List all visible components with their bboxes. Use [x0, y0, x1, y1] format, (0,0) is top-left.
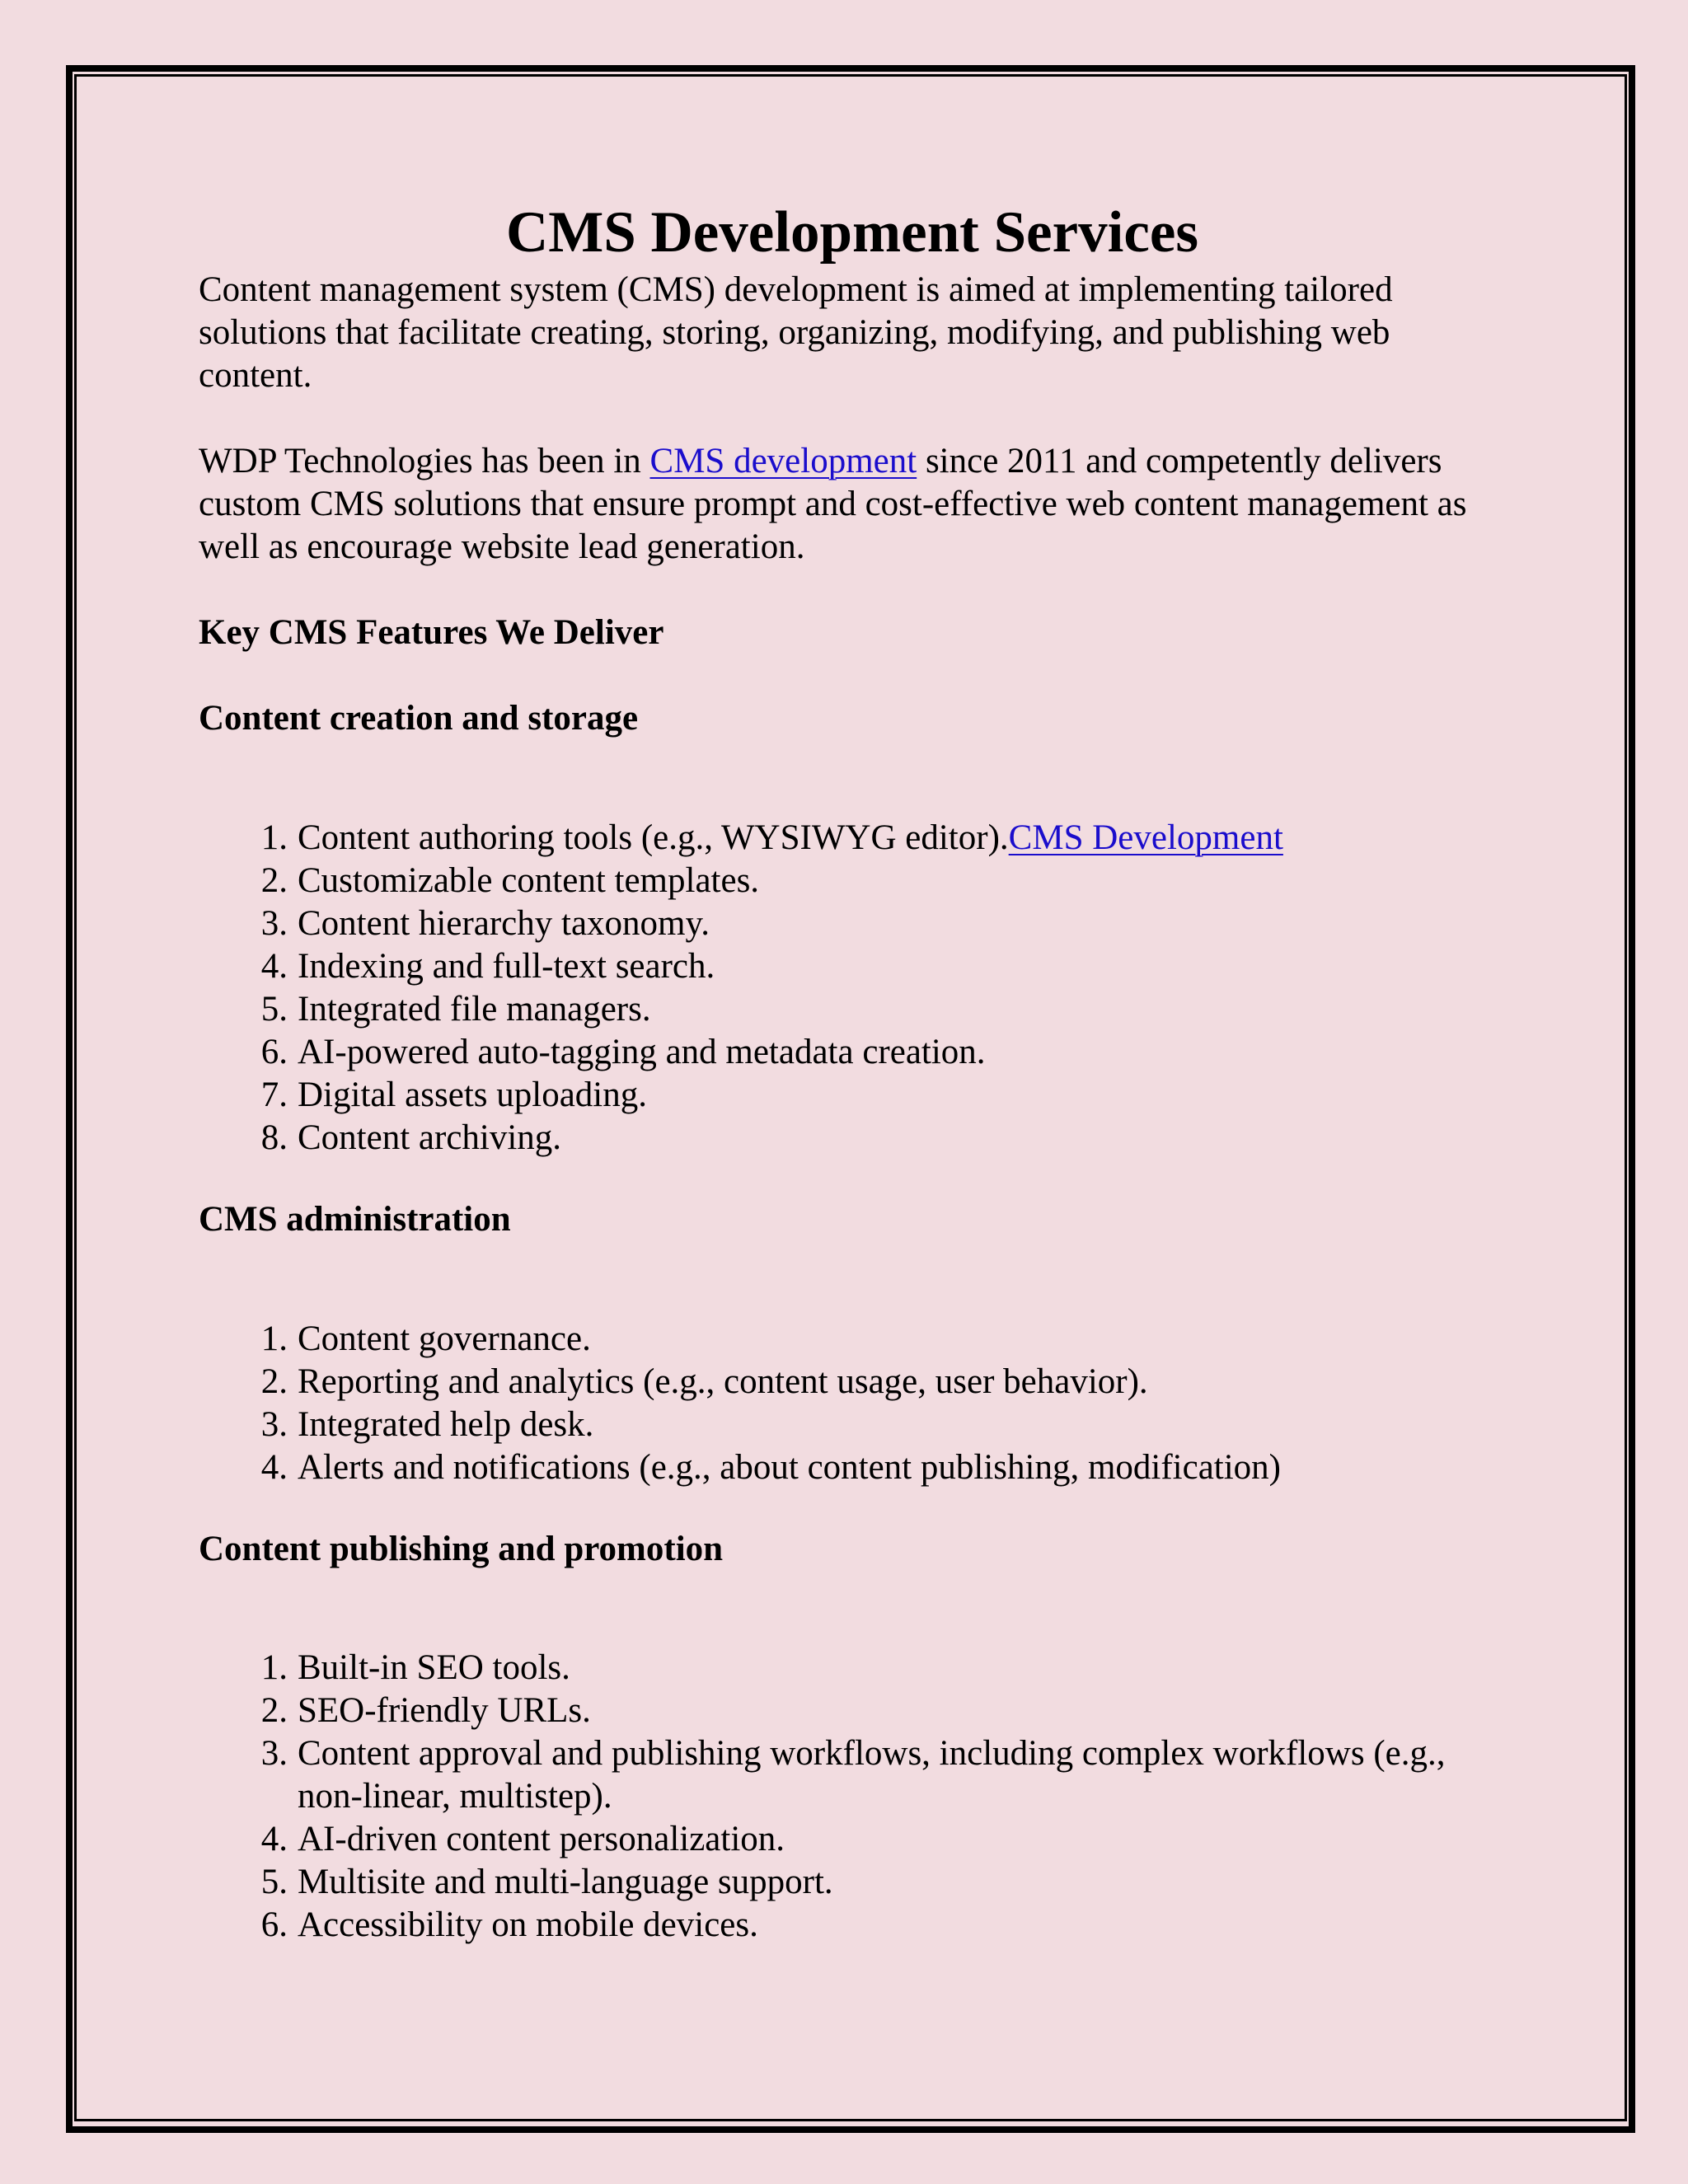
list-item-text: Integrated help desk.	[298, 1405, 594, 1444]
list-number: 6.	[260, 1033, 288, 1071]
list-number: 8.	[260, 1118, 288, 1157]
list-item-text: Customizable content templates.	[298, 861, 760, 900]
list-number: 2.	[260, 1691, 288, 1730]
list-item-text: AI-powered auto-tagging and metadata creation.	[298, 1033, 986, 1071]
list-item	[199, 1690, 1509, 1732]
list-number: 2.	[260, 1362, 288, 1401]
list-number: 3.	[260, 904, 288, 943]
list-number: 4.	[260, 1448, 288, 1487]
list-item	[199, 945, 1509, 988]
list-item-text: Content approval and publishing workflows, including complex workflows (e.g., non-linear, multistep).	[298, 1734, 1446, 1816]
list-item	[199, 1818, 1509, 1861]
cms-development-link[interactable]: CMS development	[649, 442, 917, 480]
list-item-text: Reporting and analytics (e.g., content usage, user behavior).	[298, 1362, 1148, 1401]
list-number: 3.	[260, 1734, 288, 1773]
features-heading: Key CMS Features We Deliver	[199, 613, 664, 652]
list-item-text: Multisite and multi-language support.	[298, 1863, 833, 1901]
list-item-text: Content hierarchy taxonomy.	[298, 904, 710, 943]
list-item	[199, 1861, 1509, 1904]
section-heading-content-publishing: Content publishing and promotion	[199, 1530, 724, 1568]
intro-paragraph: Content management system (CMS) development is aimed at implementing tailored solutions that facilitate creating, storing, organizing, modifying, and publishing web content.	[199, 270, 1393, 395]
list-number: 3.	[260, 1405, 288, 1444]
cms-development-inline-link[interactable]: CMS Development	[1008, 818, 1283, 857]
list-item-text: Alerts and notifications (e.g., about content publishing, modification)	[298, 1448, 1281, 1487]
list-item	[199, 1031, 1509, 1074]
list-number: 1.	[260, 1648, 288, 1687]
list-item	[199, 902, 1509, 945]
list-item	[199, 1732, 1509, 1818]
list-item	[199, 860, 1509, 902]
list-item-text: Content archiving.	[298, 1118, 562, 1157]
list-number: 2.	[260, 861, 288, 900]
list-item	[199, 1117, 1509, 1160]
list-item-text: Digital assets uploading.	[298, 1076, 647, 1114]
page-title: CMS Development Services	[506, 200, 1198, 265]
list-number: 6.	[260, 1905, 288, 1944]
list-item-text: Built-in SEO tools.	[298, 1648, 570, 1687]
list-item-text: Content authoring tools (e.g., WYSIWYG editor).	[298, 818, 1009, 857]
list-item	[199, 1318, 1509, 1361]
list-item	[199, 817, 1509, 860]
list-item	[199, 1074, 1509, 1117]
list-item	[199, 1446, 1509, 1489]
content-publishing-list	[199, 1647, 1509, 1947]
content-creation-list	[199, 817, 1509, 1160]
section-heading-cms-administration: CMS administration	[199, 1200, 511, 1239]
list-item	[199, 1404, 1509, 1446]
section-heading-content-creation: Content creation and storage	[199, 699, 639, 738]
list-item	[199, 1647, 1509, 1690]
list-number: 5.	[260, 1863, 288, 1901]
list-item-text: Integrated file managers.	[298, 990, 651, 1029]
company-text-after: since 2011 and competently delivers custom CMS solutions that ensure prompt and cost-effective web content management as well as encourage website lead generation.	[199, 442, 1467, 566]
cms-administration-list	[199, 1318, 1509, 1489]
list-item-text: AI-driven content personalization.	[298, 1820, 785, 1858]
list-item-text: SEO-friendly URLs.	[298, 1691, 591, 1730]
list-number: 1.	[260, 1319, 288, 1358]
list-item-text: Accessibility on mobile devices.	[298, 1905, 758, 1944]
company-paragraph	[199, 440, 1509, 569]
list-item-text: Indexing and full-text search.	[298, 947, 715, 986]
list-number: 7.	[260, 1076, 288, 1114]
list-number: 4.	[260, 1820, 288, 1858]
list-item	[199, 1361, 1509, 1404]
company-text-before: WDP Technologies has been in	[199, 442, 650, 480]
list-number: 4.	[260, 947, 288, 986]
list-item	[199, 1904, 1509, 1947]
list-item-text: Content governance.	[298, 1319, 591, 1358]
list-item	[199, 988, 1509, 1031]
list-number: 5.	[260, 990, 288, 1029]
list-number: 1.	[260, 818, 288, 857]
